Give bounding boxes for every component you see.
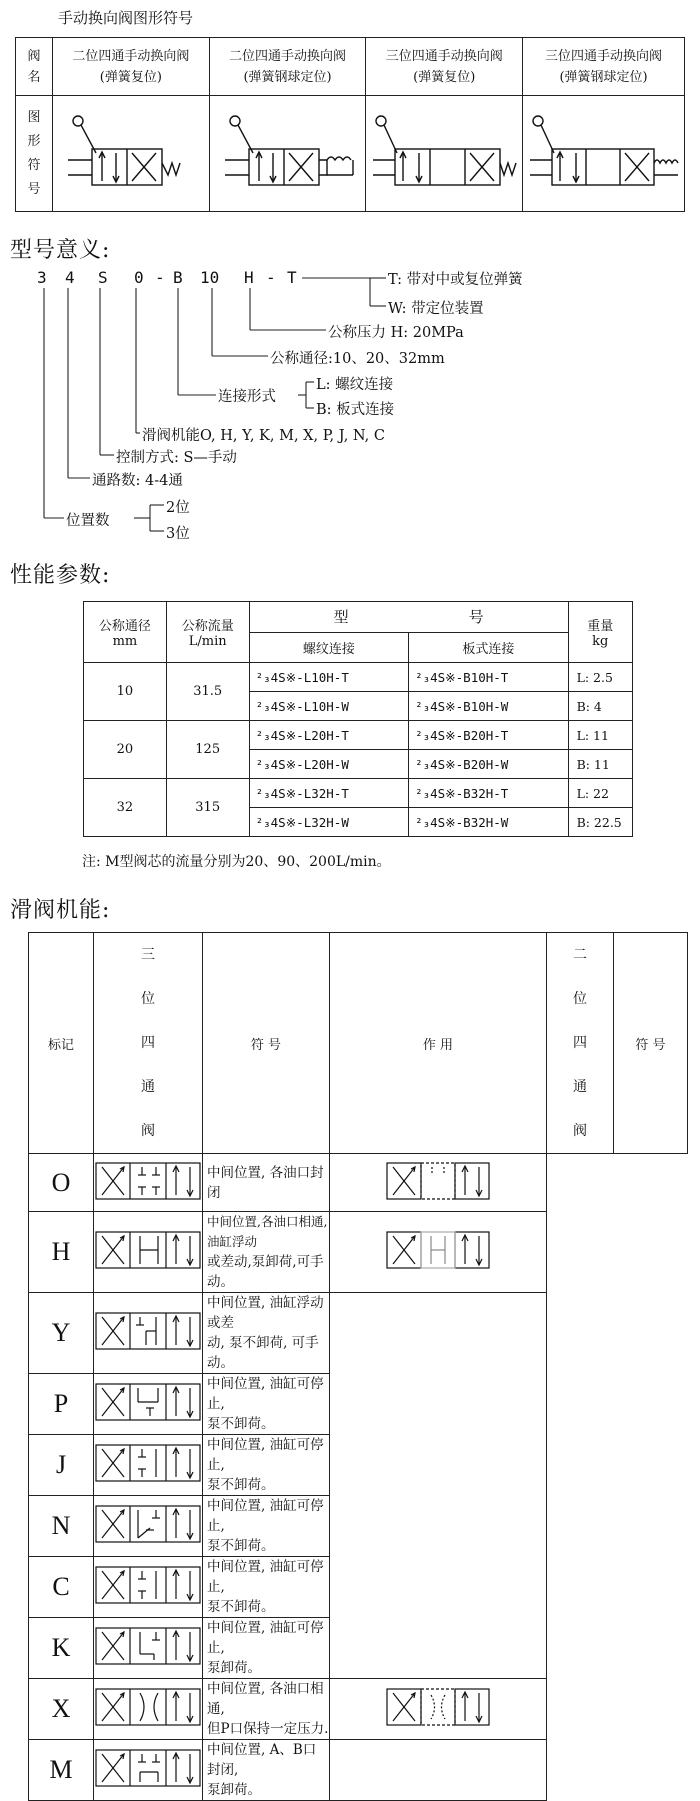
row-dia: 32	[84, 779, 167, 837]
spool-symbol-c-icon	[94, 1557, 203, 1618]
spool-function-line: 中间位置, 油缸可停止,	[207, 1437, 324, 1473]
header-flow: 公称流量 L/min	[166, 602, 249, 663]
valve-name-2: 二位四通手动换向阀 (弹簧钢球定位)	[209, 38, 366, 96]
spool-section-title: 滑阀机能:	[10, 898, 111, 923]
spool-symbol-o-icon	[94, 1154, 203, 1212]
spool-symbol-m-icon	[94, 1740, 203, 1801]
label-pressure: 公称压力 H: 20MPa	[328, 325, 464, 341]
spool-row	[29, 1293, 688, 1374]
two-position-empty	[330, 1293, 547, 1679]
spool-function-line: 中间位置, 油缸浮动或差	[207, 1295, 324, 1331]
spool-function-line: 中间位置, 油缸可停止,	[207, 1498, 324, 1534]
spool-function	[203, 1435, 330, 1496]
row-thread: ²₃4S※-L32H-T	[249, 779, 408, 808]
spool-symbol-y-icon	[94, 1293, 203, 1374]
spool-function	[203, 1293, 330, 1374]
spool-row	[29, 1679, 688, 1740]
valve-name-1: 二位四通手动换向阀 (弹簧复位)	[53, 38, 210, 96]
row-thread: ²₃4S※-L20H-W	[249, 750, 408, 779]
spool-function-line: 中间位置, 油缸可停止,	[207, 1376, 324, 1412]
label-conn-L: L: 螺纹连接	[316, 377, 394, 393]
row-dia: 10	[84, 663, 167, 721]
perf-note: 注: M型阀芯的流量分别为20、90、200L/min。	[82, 854, 391, 870]
row-weight: B: 22.5	[568, 808, 632, 837]
header-diameter: 公称通径 mm	[84, 602, 167, 663]
spool-row	[29, 1740, 688, 1801]
header-weight: 重量 kg	[568, 602, 632, 663]
spool-function-line: 动, 泵不卸荷, 可手动。	[207, 1335, 319, 1371]
spool-function-line: 中间位置,各油口相通,油缸浮动	[207, 1214, 328, 1249]
performance-table	[83, 601, 633, 837]
header-model: 型 号	[249, 602, 568, 633]
spool-function	[203, 1154, 330, 1212]
spool-function-line: 但P口保持一定压力.	[207, 1721, 329, 1737]
two-position-symbol-x-icon	[330, 1679, 547, 1740]
row-plate: ²₃4S※-B10H-T	[409, 663, 568, 692]
two-position-symbol-o-icon	[330, 1154, 547, 1212]
spool-function	[203, 1496, 330, 1557]
spool-symbol-n-icon	[94, 1496, 203, 1557]
spool-mark: K	[29, 1618, 94, 1679]
spool-mark: J	[29, 1435, 94, 1496]
header-plate: 板式连接	[409, 632, 568, 663]
header-function: 作 用	[330, 933, 547, 1154]
label-spool: 滑阀机能O, H, Y, K, M, X, P, J, N, C	[142, 428, 385, 444]
spool-mark: O	[29, 1154, 94, 1212]
spool-mark: C	[29, 1557, 94, 1618]
header-thread: 螺纹连接	[249, 632, 408, 663]
spool-row	[29, 1154, 688, 1212]
row-plate: ²₃4S※-B20H-W	[409, 750, 568, 779]
spool-row	[29, 1212, 688, 1293]
spool-mark: X	[29, 1679, 94, 1740]
spool-symbol-k-icon	[94, 1618, 203, 1679]
two-position-empty	[330, 1740, 547, 1801]
perf-section-title: 性能参数:	[10, 563, 111, 588]
spool-function	[203, 1212, 330, 1293]
spool-mark: M	[29, 1740, 94, 1801]
label-control: 控制方式: S—手动	[116, 450, 237, 466]
two-position-symbol-h-icon	[330, 1212, 547, 1293]
row-dia: 20	[84, 721, 167, 779]
label-connection: 连接形式	[218, 389, 276, 405]
valve-name-4: 三位四通手动换向阀 (弹簧钢球定位)	[523, 38, 685, 96]
spool-function-line: 泵不卸荷。	[207, 1599, 275, 1615]
spool-function-line: 泵不卸荷。	[207, 1416, 275, 1432]
spool-function	[203, 1557, 330, 1618]
label-positions: 位置数	[66, 513, 110, 529]
row-thread: ²₃4S※-L32H-W	[249, 808, 408, 837]
spool-function	[203, 1618, 330, 1679]
model-section-title: 型号意义:	[10, 238, 111, 263]
row-weight: B: 11	[568, 750, 632, 779]
label-ways: 通路数: 4-4通	[92, 473, 183, 489]
group-three-position: 三 位 四 通 阀	[94, 933, 203, 1154]
label-diameter: 公称通径:10、20、32mm	[270, 351, 445, 367]
row-plate: ²₃4S※-B32H-T	[409, 779, 568, 808]
row-plate: ²₃4S※-B20H-T	[409, 721, 568, 750]
row-thread: ²₃4S※-L20H-T	[249, 721, 408, 750]
spool-symbol-j-icon	[94, 1435, 203, 1496]
row-weight: L: 11	[568, 721, 632, 750]
row-plate: ²₃4S※-B10H-W	[409, 692, 568, 721]
spool-function	[203, 1740, 330, 1801]
header-mark: 标记	[29, 933, 94, 1154]
row-plate: ²₃4S※-B32H-W	[409, 808, 568, 837]
row-header-symbol: 图 形 符 号	[16, 96, 53, 212]
row-weight: B: 4	[568, 692, 632, 721]
spool-function-line: 中间位置, 油缸可停止,	[207, 1559, 324, 1595]
spool-function	[203, 1679, 330, 1740]
spool-function-line: 中间位置, 各油口封闭	[207, 1164, 324, 1201]
spool-function-line: 泵卸荷。	[207, 1660, 261, 1676]
spool-function-line: 中间位置, A、B口封闭,	[207, 1742, 317, 1778]
row-thread: ²₃4S※-L10H-T	[249, 663, 408, 692]
spool-mark: P	[29, 1374, 94, 1435]
spool-symbol-x-icon	[94, 1679, 203, 1740]
spool-mark: N	[29, 1496, 94, 1557]
page-title: 手动换向阀图形符号	[58, 9, 194, 27]
spool-function-line: 中间位置, 油缸可停止,	[207, 1620, 324, 1656]
row-flow: 315	[166, 779, 249, 837]
spool-function-line: 中间位置, 各油口相通,	[207, 1681, 324, 1717]
group-two-position: 二 位 四 通 阀	[547, 933, 614, 1154]
row-flow: 31.5	[166, 663, 249, 721]
spool-function-line: 泵不卸荷。	[207, 1477, 275, 1493]
label-pos2: 2位	[166, 500, 190, 516]
row-flow: 125	[166, 721, 249, 779]
label-conn-B: B: 板式连接	[316, 402, 395, 418]
spool-function-line: 或差动,泵卸荷,可手动。	[207, 1254, 324, 1290]
spool-function-table	[28, 932, 688, 1801]
spool-symbol-h-icon	[94, 1212, 203, 1293]
row-thread: ²₃4S※-L10H-W	[249, 692, 408, 721]
spool-function	[203, 1374, 330, 1435]
label-T: T: 带对中或复位弹簧	[388, 272, 523, 288]
row-header-name: 阀 名	[16, 38, 53, 96]
row-weight: L: 2.5	[568, 663, 632, 692]
spool-symbol-p-icon	[94, 1374, 203, 1435]
valve-name-3: 三位四通手动换向阀 (弹簧复位)	[366, 38, 523, 96]
label-pos3: 3位	[166, 526, 190, 542]
header-symbol-2: 符 号	[614, 933, 688, 1154]
spool-function-line: 泵卸荷。	[207, 1782, 261, 1798]
row-weight: L: 22	[568, 779, 632, 808]
spool-mark: Y	[29, 1293, 94, 1374]
spool-mark: H	[29, 1212, 94, 1293]
header-symbol: 符 号	[203, 933, 330, 1154]
label-W: W: 带定位装置	[388, 301, 484, 317]
spool-function-line: 泵不卸荷。	[207, 1538, 275, 1554]
